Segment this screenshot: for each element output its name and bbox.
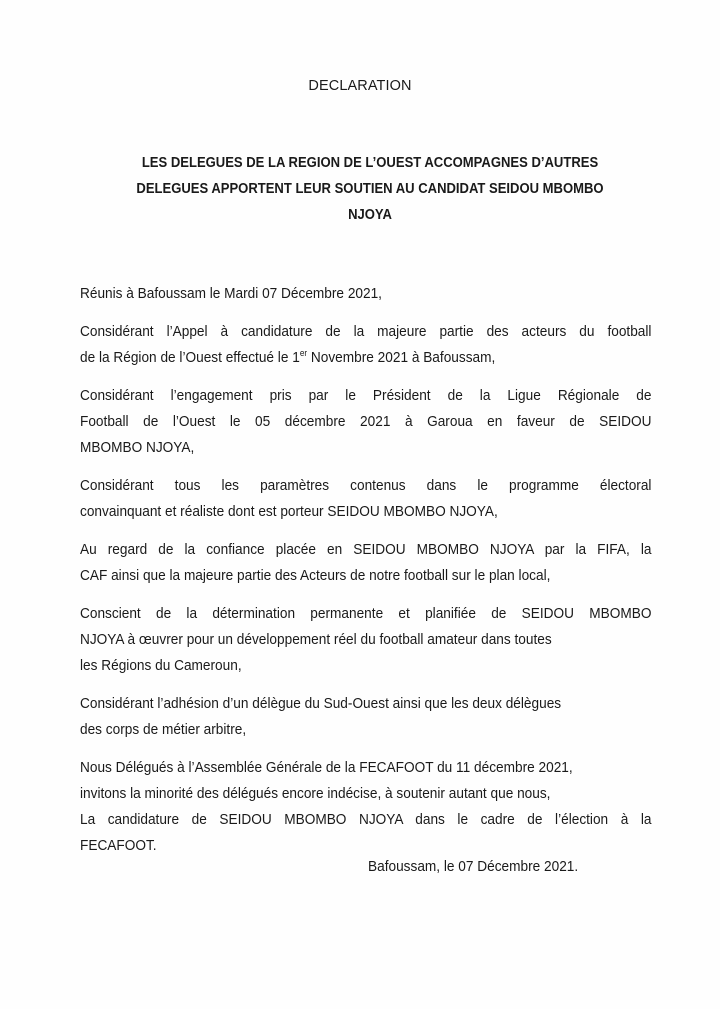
text-line: Au regard de la confiance placée en SEIDOU MBOMBO NJOYA par la FIFA, la <box>80 541 652 558</box>
headline-line: LES DELEGUES DE LA REGION DE L’OUEST ACCOMPAGNES D’AUTRES <box>141 155 599 171</box>
text-line: Considérant tous les paramètres contenus dans le programme électoral <box>80 477 652 494</box>
paragraph-parametres <box>80 473 652 525</box>
text-fragment: de la Région de l’Ouest effectué le 1 <box>80 349 300 366</box>
text-line: Conscient de la détermination permanente et planifiée de SEIDOU MBOMBO <box>80 605 652 622</box>
paragraph-appel <box>80 319 652 371</box>
text-line: les Régions du Cameroun, <box>80 657 242 674</box>
document-title: DECLARATION <box>308 78 412 94</box>
text-line: Nous Délégués à l’Assemblée Générale de la FECAFOOT du 11 décembre 2021, <box>80 759 573 776</box>
paragraph-conclusion <box>80 755 652 859</box>
text-line: Considérant l’adhésion d’un délègue du Sud-Ouest ainsi que les deux délègues <box>80 695 562 712</box>
paragraph-engagement <box>80 383 652 461</box>
text-fragment: Novembre 2021 à Bafoussam, <box>307 349 496 366</box>
text-line: La candidature de SEIDOU MBOMBO NJOYA dans le cadre de l’élection à la <box>80 811 652 828</box>
headline-line: DELEGUES APPORTENT LEUR SOUTIEN AU CANDIDAT SEIDOU MBOMBO <box>136 181 604 197</box>
text-line: Réunis à Bafoussam le Mardi 07 Décembre 2021, <box>80 285 382 302</box>
ordinal-superscript: er <box>299 348 308 358</box>
text-line: NJOYA à œuvrer pour un développement réel du football amateur dans toutes <box>80 631 552 648</box>
text-line: CAF ainsi que la majeure partie des Acteurs de notre football sur le plan local, <box>80 567 551 584</box>
text-line: invitons la minorité des délégués encore indécise, à soutenir autant que nous, <box>80 785 551 802</box>
document-body <box>80 281 652 871</box>
paragraph-adhesion <box>80 691 652 743</box>
text-line: convainquant et réaliste dont est porteur SEIDOU MBOMBO NJOYA, <box>80 503 498 520</box>
text-line: des corps de métier arbitre, <box>80 721 247 738</box>
signoff-place-date: Bafoussam, le 07 Décembre 2021. <box>368 858 579 875</box>
text-line: Considérant l’Appel à candidature de la majeure partie des acteurs du football <box>80 323 652 340</box>
text-line: Considérant l’engagement pris par le Président de la Ligue Régionale de <box>80 387 652 404</box>
text-line: FECAFOOT. <box>80 837 157 854</box>
headline-line: NJOYA <box>348 207 392 223</box>
text-line: Football de l’Ouest le 05 décembre 2021 à Garoua en faveur de SEIDOU <box>80 413 652 430</box>
document-headline <box>127 150 613 228</box>
text-line <box>80 345 601 371</box>
paragraph-confiance <box>80 537 652 589</box>
paragraph-determination <box>80 601 652 679</box>
paragraph-meeting <box>80 281 652 307</box>
text-line: MBOMBO NJOYA, <box>80 439 195 456</box>
